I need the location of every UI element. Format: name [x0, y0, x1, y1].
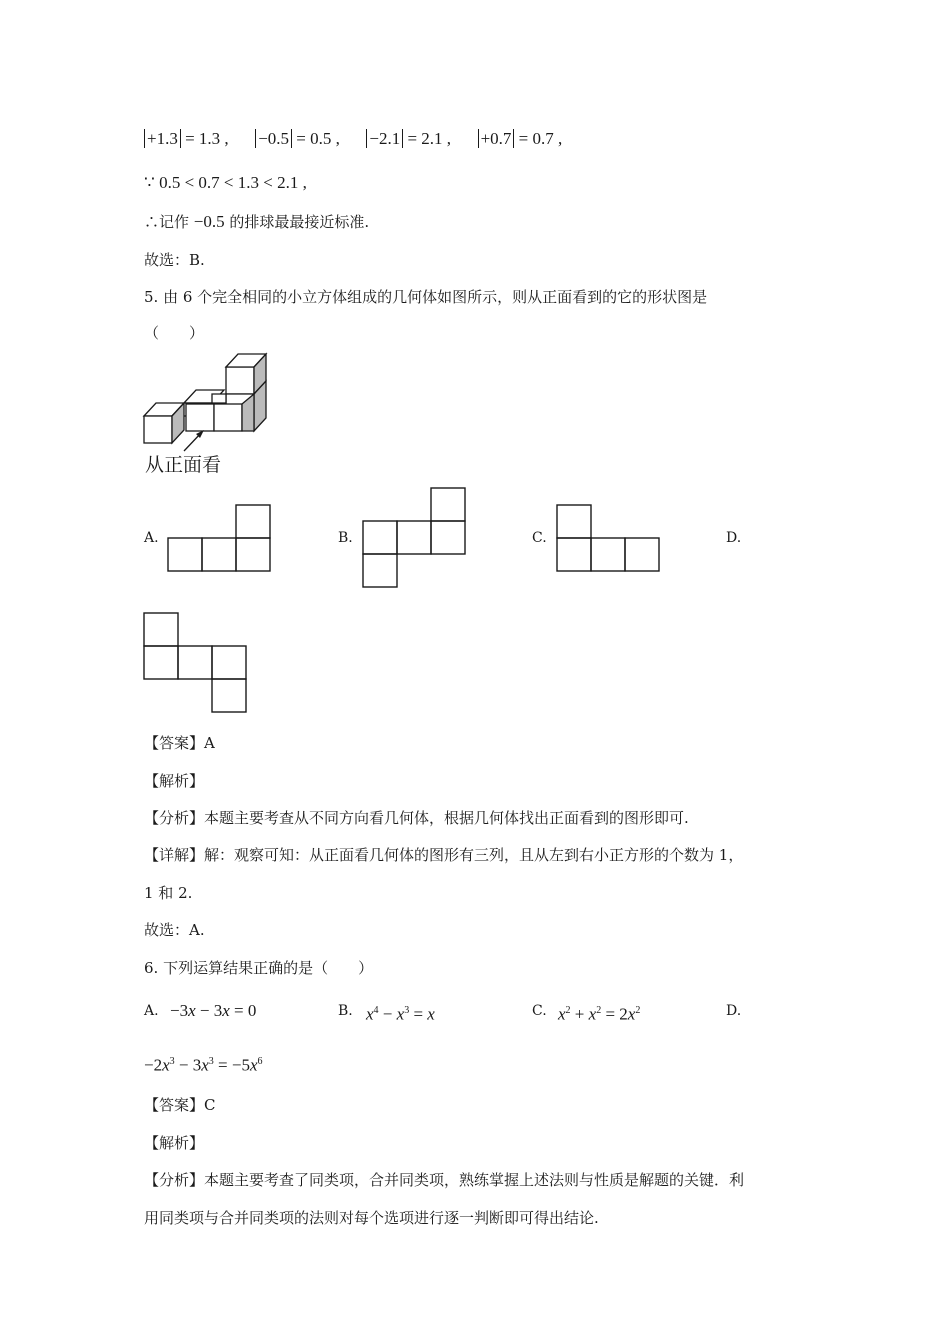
q5-option-b-figure — [363, 487, 467, 589]
q5-choice: 故选：A. — [144, 921, 205, 939]
abs-expr-1: +1.3 — [144, 129, 181, 148]
q6-option-d-label: D. — [726, 1003, 742, 1019]
q5-detail-line-2: 1 和 2. — [144, 884, 193, 902]
q5-option-a-label: A. — [144, 530, 159, 546]
q6-analysis-header: 【解析】 — [144, 1134, 205, 1152]
abs-expr-4: +0.7 — [478, 129, 515, 148]
q6-analysis-line-2: 用同类项与合并同类项的法则对每个选项进行逐一判断即可得出结论. — [144, 1209, 599, 1227]
therefore-suffix: 的排球最最接近标准. — [224, 213, 370, 231]
q5-option-b-label: B. — [338, 530, 353, 546]
abs-expr-2: −0.5 — [255, 129, 292, 148]
q5-detail-line-1: 【详解】解：观察可知：从正面看几何体的图形有三列，且从左到右小正方形的个数为 1， — [144, 846, 744, 864]
q5-paren: （ ） — [144, 324, 205, 342]
q6-question: 6. 下列运算结果正确的是（ ） — [144, 959, 374, 977]
abs-value-1: = 1.3 , — [185, 129, 229, 148]
q6-option-b-label: B. — [338, 1003, 353, 1019]
q6-answer: 【答案】C — [144, 1096, 216, 1114]
q5-option-c-figure — [557, 504, 661, 572]
figure-caption: 从正面看 — [145, 454, 222, 476]
q6-option-a-expr: −3x − 3x = 0 — [170, 1001, 257, 1020]
q4-choice: 故选：B. — [144, 251, 205, 269]
therefore-prefix: ∴记作 — [144, 213, 194, 231]
absolute-values-line — [144, 129, 562, 149]
therefore-line — [144, 212, 369, 232]
abs-value-2: = 0.5 , — [296, 129, 340, 148]
q5-option-c-label: C. — [532, 530, 547, 546]
q6-option-d-expr: $-2x^3 - 3x^3 = -5x^6$ — [144, 1055, 263, 1075]
q6-option-a-label: A. — [144, 1003, 159, 1019]
q6-option-c-label: C. — [532, 1003, 547, 1019]
q5-option-d-label: D. — [726, 530, 742, 546]
q6-option-c-expr: $x^2 + x^2 = 2x^2$ — [558, 1004, 641, 1024]
abs-value-4: = 0.7 , — [518, 129, 563, 148]
q5-analysis: 【分析】本题主要考查从不同方向看几何体，根据几何体找出正面看到的图形即可. — [144, 809, 689, 827]
q5-answer: 【答案】A — [144, 734, 215, 752]
q5-option-a-figure — [168, 504, 272, 572]
q5-analysis-header: 【解析】 — [144, 772, 205, 790]
q5-option-d-figure — [144, 612, 248, 714]
because-line: ∵ 0.5 < 0.7 < 1.3 < 2.1 , — [144, 173, 307, 192]
q5-question: 5. 由 6 个完全相同的小立方体组成的几何体如图所示，则从正面看到的它的形状图是 — [144, 288, 708, 306]
q6-option-b-expr: $x^4 - x^3 = x$ — [366, 1004, 435, 1024]
abs-expr-3: −2.1 — [366, 129, 403, 148]
abs-value-3: = 2.1 , — [407, 129, 452, 148]
q6-analysis-line-1: 【分析】本题主要考查了同类项，合并同类项，熟练掌握上述法则与性质是解题的关键．利 — [144, 1171, 745, 1189]
therefore-value: −0.5 — [193, 212, 225, 231]
